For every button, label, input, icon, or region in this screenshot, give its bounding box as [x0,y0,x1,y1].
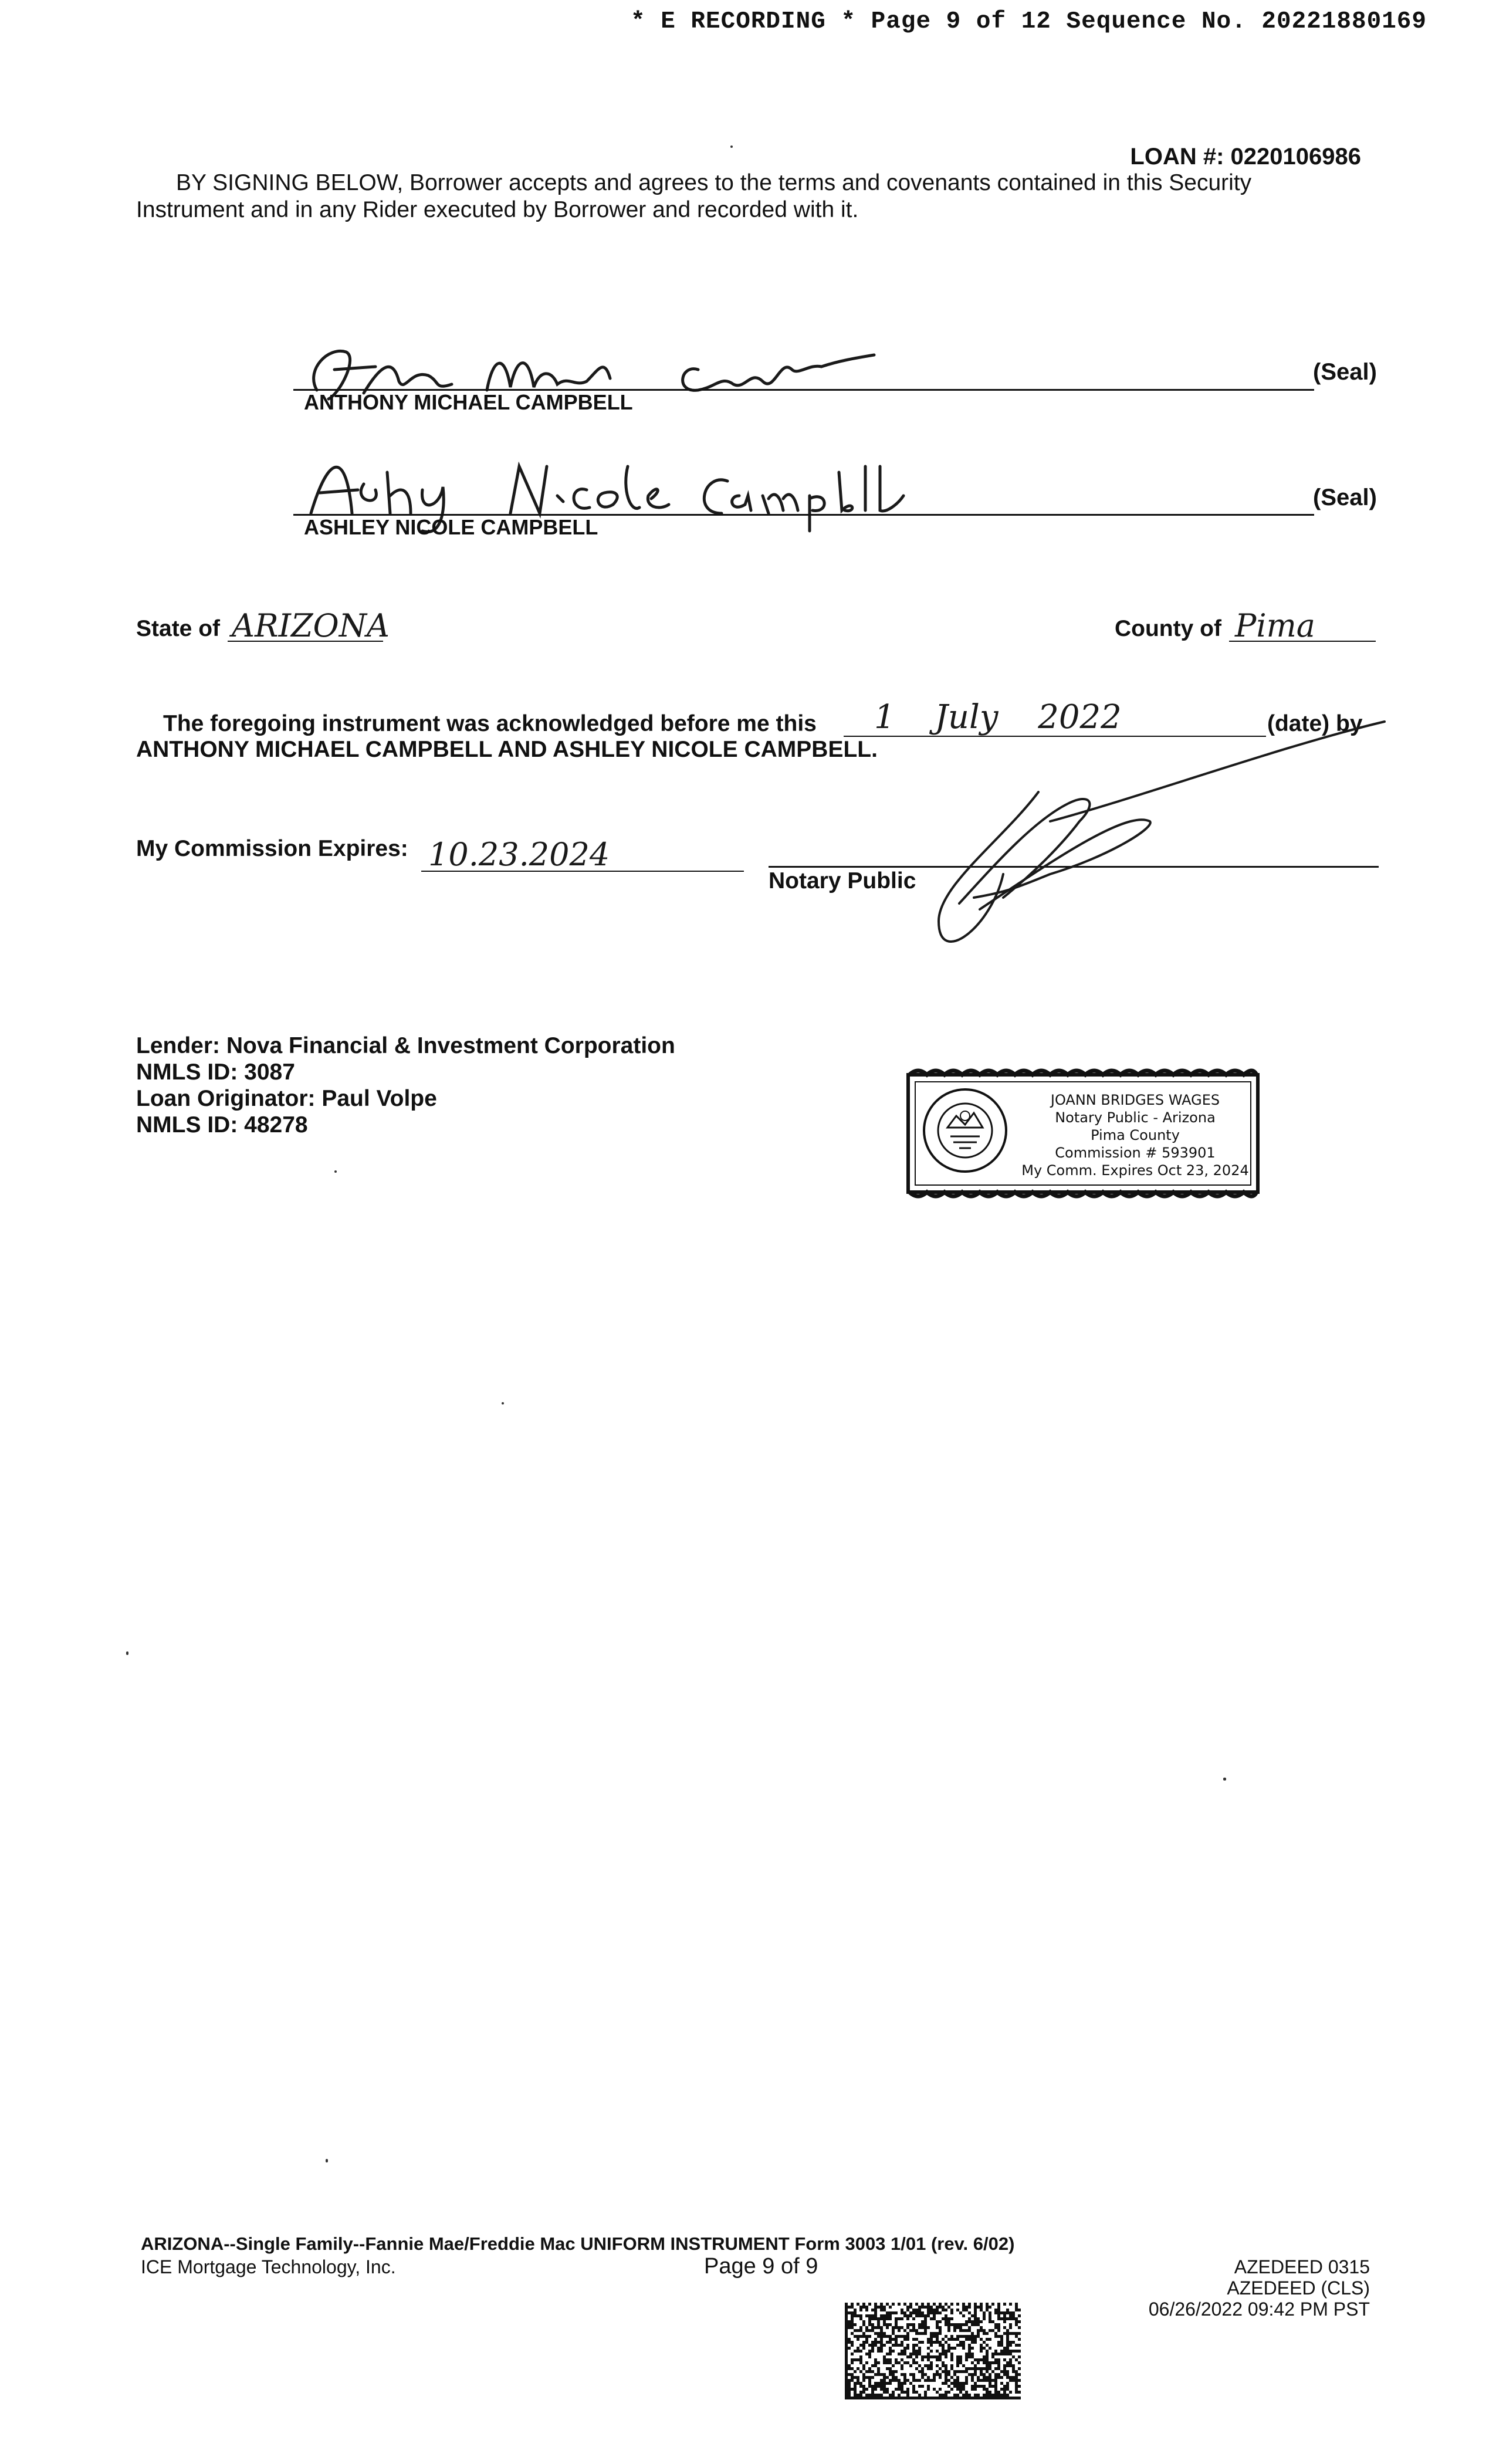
county-line [1229,641,1376,642]
footer-form-line: ARIZONA--Single Family--Fannie Mae/Freddie Mac UNIFORM INSTRUMENT Form 3003 1/01 (rev. 6/02) [141,2233,1015,2254]
notary-signature [903,722,1385,950]
lender-nmls: NMLS ID: 3087 [136,1060,295,1085]
recording-header: * E RECORDING * Page 9 of 12 Sequence No. 20221880169 [631,8,1427,35]
borrower-name-2: ASHLEY NICOLE CAMPBELL [304,515,598,539]
commission-label: My Commission Expires: [136,836,408,861]
footer-company: ICE Mortgage Technology, Inc. [141,2256,396,2277]
stamp-commission: Commission # 593901 [1055,1145,1216,1161]
scan-speck [1223,1778,1226,1781]
scan-speck [502,1402,504,1404]
county-label: County of [1115,616,1221,641]
originator-name: Loan Originator: Paul Volpe [136,1086,437,1111]
ack-suffix: (date) by [1267,711,1363,736]
seal-label-2: (Seal) [1313,485,1377,510]
datamatrix-barcode-icon [845,2303,1021,2399]
borrower-name-1: ANTHONY MICHAEL CAMPBELL [304,390,633,414]
ack-date: 1 July 2022 [874,698,1122,736]
footer-code-2: AZEDEED (CLS) [1227,2277,1370,2299]
intro-line-1: BY SIGNING BELOW, Borrower accepts and agrees to the terms and covenants contained in this Security [176,170,1252,195]
county-value: Pima [1235,607,1316,644]
state-label: State of [136,616,221,641]
lender-info [136,1033,675,1138]
scan-speck [730,145,733,148]
state-line [228,641,383,642]
footer-timestamp: 06/26/2022 09:42 PM PST [1148,2299,1370,2320]
stamp-title: Notary Public - Arizona [1055,1109,1216,1126]
stamp-notary-name: JOANN BRIDGES WAGES [1050,1092,1220,1108]
stamp-text [1015,1091,1255,1179]
scan-speck [126,1651,128,1655]
seal-label-1: (Seal) [1313,359,1377,385]
stamp-county: Pima County [1091,1127,1180,1143]
footer-codes [1149,2256,1370,2320]
footer-page: Page 9 of 9 [704,2254,818,2279]
scan-speck [334,1170,337,1173]
footer-code-1: AZEDEED 0315 [1234,2256,1370,2277]
notary-public-label: Notary Public [769,868,916,893]
intro-line-2: Instrument and in any Rider executed by Borrower and recorded with it. [136,197,859,222]
notary-stamp [898,1062,1267,1203]
arizona-state-seal-icon [921,1087,1009,1175]
scan-speck [326,2159,328,2162]
originator-nmls: NMLS ID: 48278 [136,1112,308,1138]
ack-text: The foregoing instrument was acknowledged before me this [163,711,817,736]
state-value: ARIZONA [232,607,390,644]
stamp-expires: My Comm. Expires Oct 23, 2024 [1021,1162,1249,1179]
commission-value: 10.23.2024 [428,836,610,873]
commission-line [421,871,744,872]
lender-name: Lender: Nova Financial & Investment Corporation [136,1033,675,1058]
ack-names: ANTHONY MICHAEL CAMPBELL AND ASHLEY NICOLE CAMPBELL. [136,737,878,762]
loan-number: LOAN #: 0220106986 [1130,144,1361,170]
